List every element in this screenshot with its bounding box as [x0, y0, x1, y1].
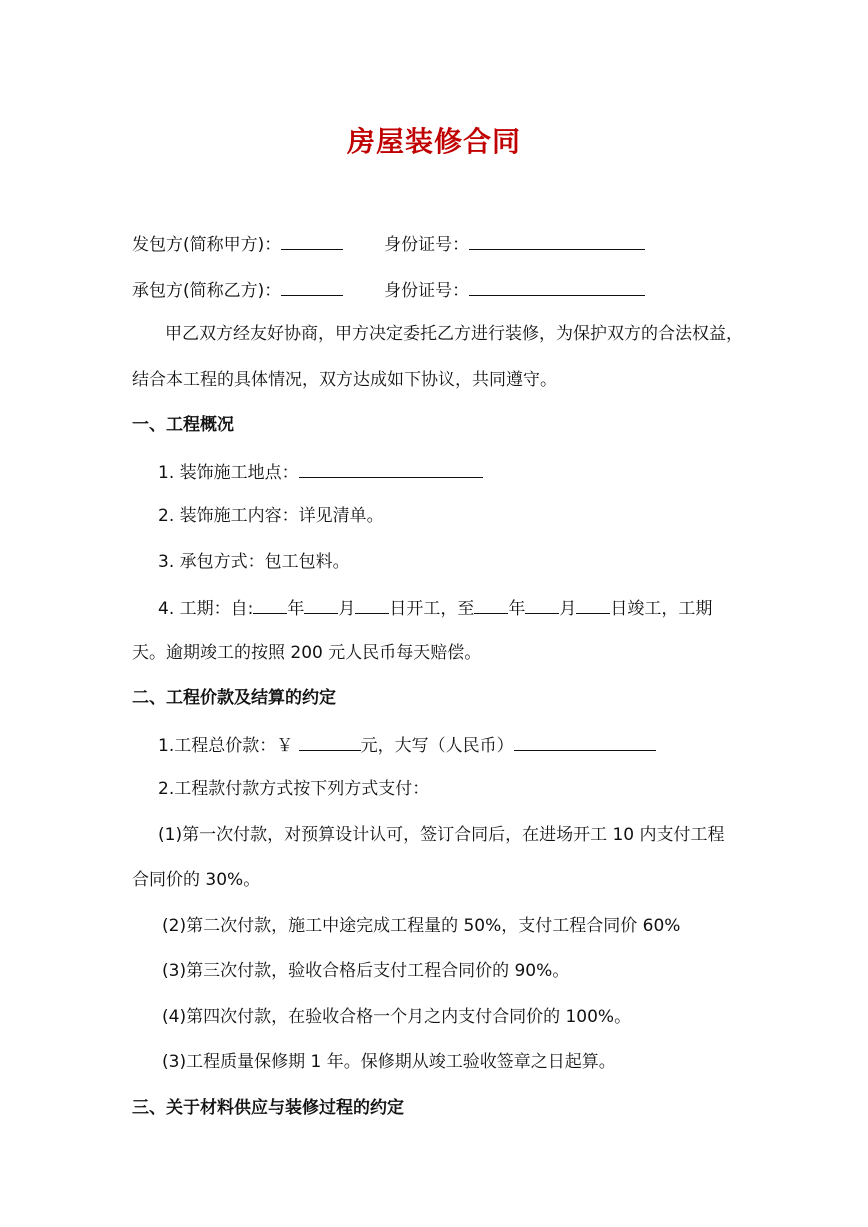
total-price-blank: [299, 732, 361, 751]
section-1-item-2: 2. 装饰施工内容：详见清单。: [158, 506, 384, 526]
section-2-item-2: 2.工程款付款方式按下列方式支付：: [158, 779, 430, 799]
start-day-blank: [355, 595, 389, 614]
party-a-id-label: 身份证号：: [384, 235, 470, 255]
period-prefix: 4. 工期：自:: [158, 599, 254, 619]
construction-site-label: 1. 装饰施工地点：: [158, 463, 299, 483]
warranty-clause: (3)工程质量保修期 1 年。保修期从竣工验收签章之日起算。: [162, 1052, 616, 1072]
section-1-heading: 一、工程概况: [132, 415, 234, 435]
section-1-item-3: 3. 承包方式：包工包料。: [158, 552, 350, 572]
section-3-heading: 三、关于材料供应与装修过程的约定: [132, 1098, 404, 1118]
document-title: 房屋装修合同: [346, 125, 521, 158]
start-year-blank: [253, 595, 287, 614]
start-month-blank: [304, 595, 338, 614]
total-price-words-blank: [514, 732, 656, 751]
section-1-item-4-line-2: 天。逾期竣工的按照 200 元人民币每天赔偿。: [132, 643, 482, 663]
section-2-item-1: [158, 732, 656, 758]
party-a-id-blank: [469, 231, 645, 250]
start-day-label: 日开工，至: [389, 599, 475, 619]
construction-site-blank: [299, 459, 483, 478]
party-a-row: [132, 231, 645, 257]
start-year-label: 年: [287, 599, 305, 619]
end-year-label: 年: [508, 599, 526, 619]
payment-1-line-2: 合同价的 30%。: [132, 870, 261, 890]
section-2-heading: 二、工程价款及结算的约定: [132, 688, 336, 708]
intro-line-1: 甲乙双方经友好协商，甲方决定委托乙方进行装修，为保护双方的合法权益，: [165, 324, 743, 344]
end-month-blank: [525, 595, 559, 614]
section-1-item-4: [158, 595, 712, 621]
intro-line-2: 结合本工程的具体情况，双方达成如下协议，共同遵守。: [132, 370, 557, 390]
party-b-label: 承包方(简称乙方)：: [132, 281, 282, 301]
end-day-label: 日竣工，工期: [610, 599, 713, 619]
party-b-id-label: 身份证号：: [384, 281, 470, 301]
total-price-label: 1.工程总价款：￥: [158, 736, 294, 756]
party-a-blank: [281, 231, 343, 250]
end-day-blank: [576, 595, 610, 614]
section-1-item-1: [158, 459, 483, 485]
payment-3: (3)第三次付款，验收合格后支付工程合同价的 90%。: [162, 961, 570, 981]
start-month-label: 月: [338, 599, 356, 619]
party-a-label: 发包方(简称甲方)：: [132, 235, 282, 255]
payment-2: (2)第二次付款，施工中途完成工程量的 50%，支付工程合同价 60%: [162, 916, 681, 936]
end-year-blank: [474, 595, 508, 614]
party-b-id-blank: [469, 277, 645, 296]
party-b-blank: [281, 277, 343, 296]
payment-1-line-1: (1)第一次付款，对预算设计认可，签订合同后，在进场开工 10 内支付工程: [158, 825, 725, 845]
party-b-row: [132, 277, 645, 303]
total-price-words-label: 元，大写（人民币）: [360, 736, 514, 756]
payment-4: (4)第四次付款，在验收合格一个月之内支付合同价的 100%。: [162, 1007, 632, 1027]
end-month-label: 月: [559, 599, 577, 619]
